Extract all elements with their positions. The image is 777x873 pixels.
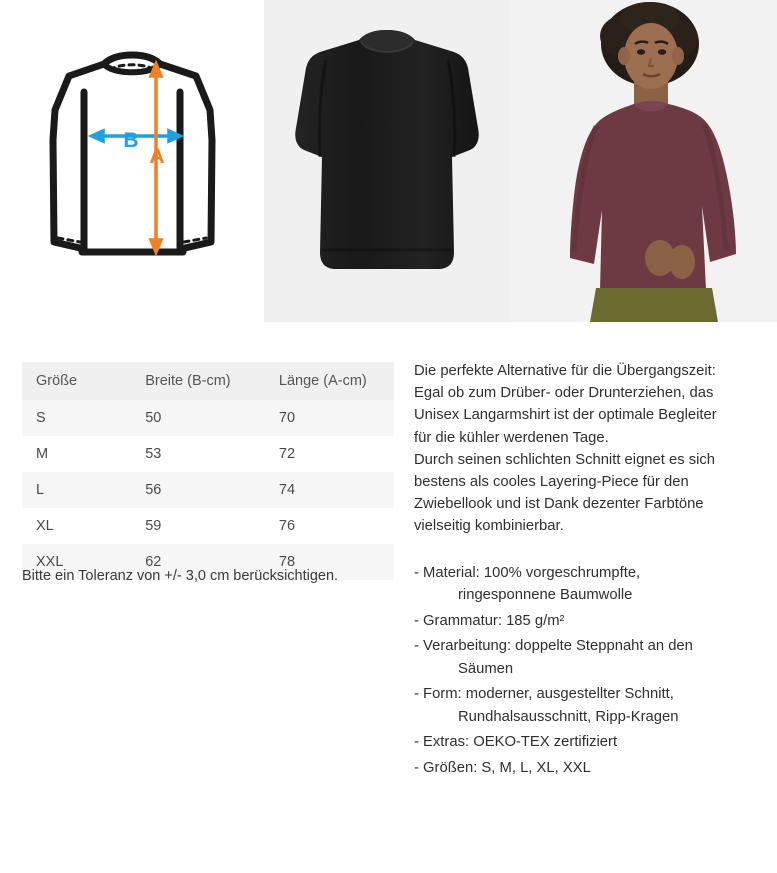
column-header-width: Breite (B-cm) [131, 362, 265, 400]
model-wearing-burgundy-longsleeve [510, 0, 777, 322]
spec-main: - Verarbeitung: doppelte Steppnaht an den [414, 638, 693, 655]
table-row [22, 508, 394, 544]
cell-size: XXL [22, 544, 131, 580]
cell-size: M [22, 436, 131, 472]
model-photo-cell [510, 0, 777, 322]
spec-main: - Grammatur: 185 g/m² [414, 612, 565, 629]
cell-length: 72 [265, 436, 394, 472]
description-line: Die perfekte Alternative für die Übergangszeit: [414, 363, 716, 379]
product-specs-list [414, 562, 766, 782]
spec-main: - Größen: S, M, L, XL, XXL [414, 759, 591, 776]
product-info-section [0, 322, 777, 873]
table-row [22, 400, 394, 436]
cell-length: 76 [265, 508, 394, 544]
spec-main: - Extras: OEKO-TEX zertifiziert [414, 734, 618, 751]
cell-length: 78 [265, 544, 394, 580]
cell-width: 50 [131, 400, 265, 436]
cell-size: S [22, 400, 131, 436]
size-chart-table [22, 362, 394, 580]
column-header-size: Größe [22, 362, 131, 400]
length-label-a: A [149, 145, 165, 168]
description-line: für die kühler werdenen Tage. [414, 429, 609, 446]
cell-width: 53 [131, 436, 265, 472]
product-image-strip [0, 0, 777, 322]
table-row [22, 472, 394, 508]
spec-item-material [414, 562, 766, 607]
cell-width: 59 [131, 508, 265, 544]
spec-item-shape [414, 683, 766, 728]
spec-item-weight [414, 610, 766, 632]
spec-continuation: Rundhalsausschnitt, Ripp-Kragen [458, 708, 679, 725]
cell-width: 56 [131, 472, 265, 508]
longsleeve-technical-drawing-icon [0, 0, 264, 322]
description-line: vielseitig kombinierbar. [414, 518, 564, 535]
tolerance-note: Bitte ein Toleranz von +/- 3,0 cm berücksichtigen. [22, 568, 339, 584]
spec-item-sizes [414, 757, 766, 779]
spec-continuation: ringesponnene Baumwolle [458, 587, 633, 604]
cell-size: XL [22, 508, 131, 544]
technical-drawing-cell [0, 0, 264, 322]
cell-size: L [22, 472, 131, 508]
description-line: Unisex Langarmshirt ist der optimale Begleiter [414, 407, 717, 424]
table-header-row [22, 362, 394, 400]
description-line: Durch seinen schlichten Schnitt eignet es sich [414, 451, 716, 468]
cell-width: 62 [131, 544, 265, 580]
spec-item-construction [414, 635, 766, 680]
product-photo-cell [264, 0, 510, 322]
description-line: Egal ob zum Drüber- oder Drunterziehen, das [414, 385, 714, 402]
cell-length: 74 [265, 472, 394, 508]
description-line: Zwiebellook und ist Dank dezenter Farbtöne [414, 496, 704, 513]
description-line: bestens als cooles Layering-Piece für den [414, 473, 689, 490]
spec-main: - Material: 100% vorgeschrumpfte, [414, 565, 641, 581]
column-header-length: Länge (A-cm) [265, 362, 394, 400]
product-description [414, 360, 766, 538]
width-label-b: B [123, 129, 139, 152]
table-row [22, 436, 394, 472]
spec-item-extras [414, 731, 766, 753]
black-longsleeve-product-photo [264, 0, 510, 322]
spec-main: - Form: moderner, ausgestellter Schnitt, [414, 686, 674, 703]
spec-continuation: Säumen [458, 660, 514, 677]
cell-length: 70 [265, 400, 394, 436]
